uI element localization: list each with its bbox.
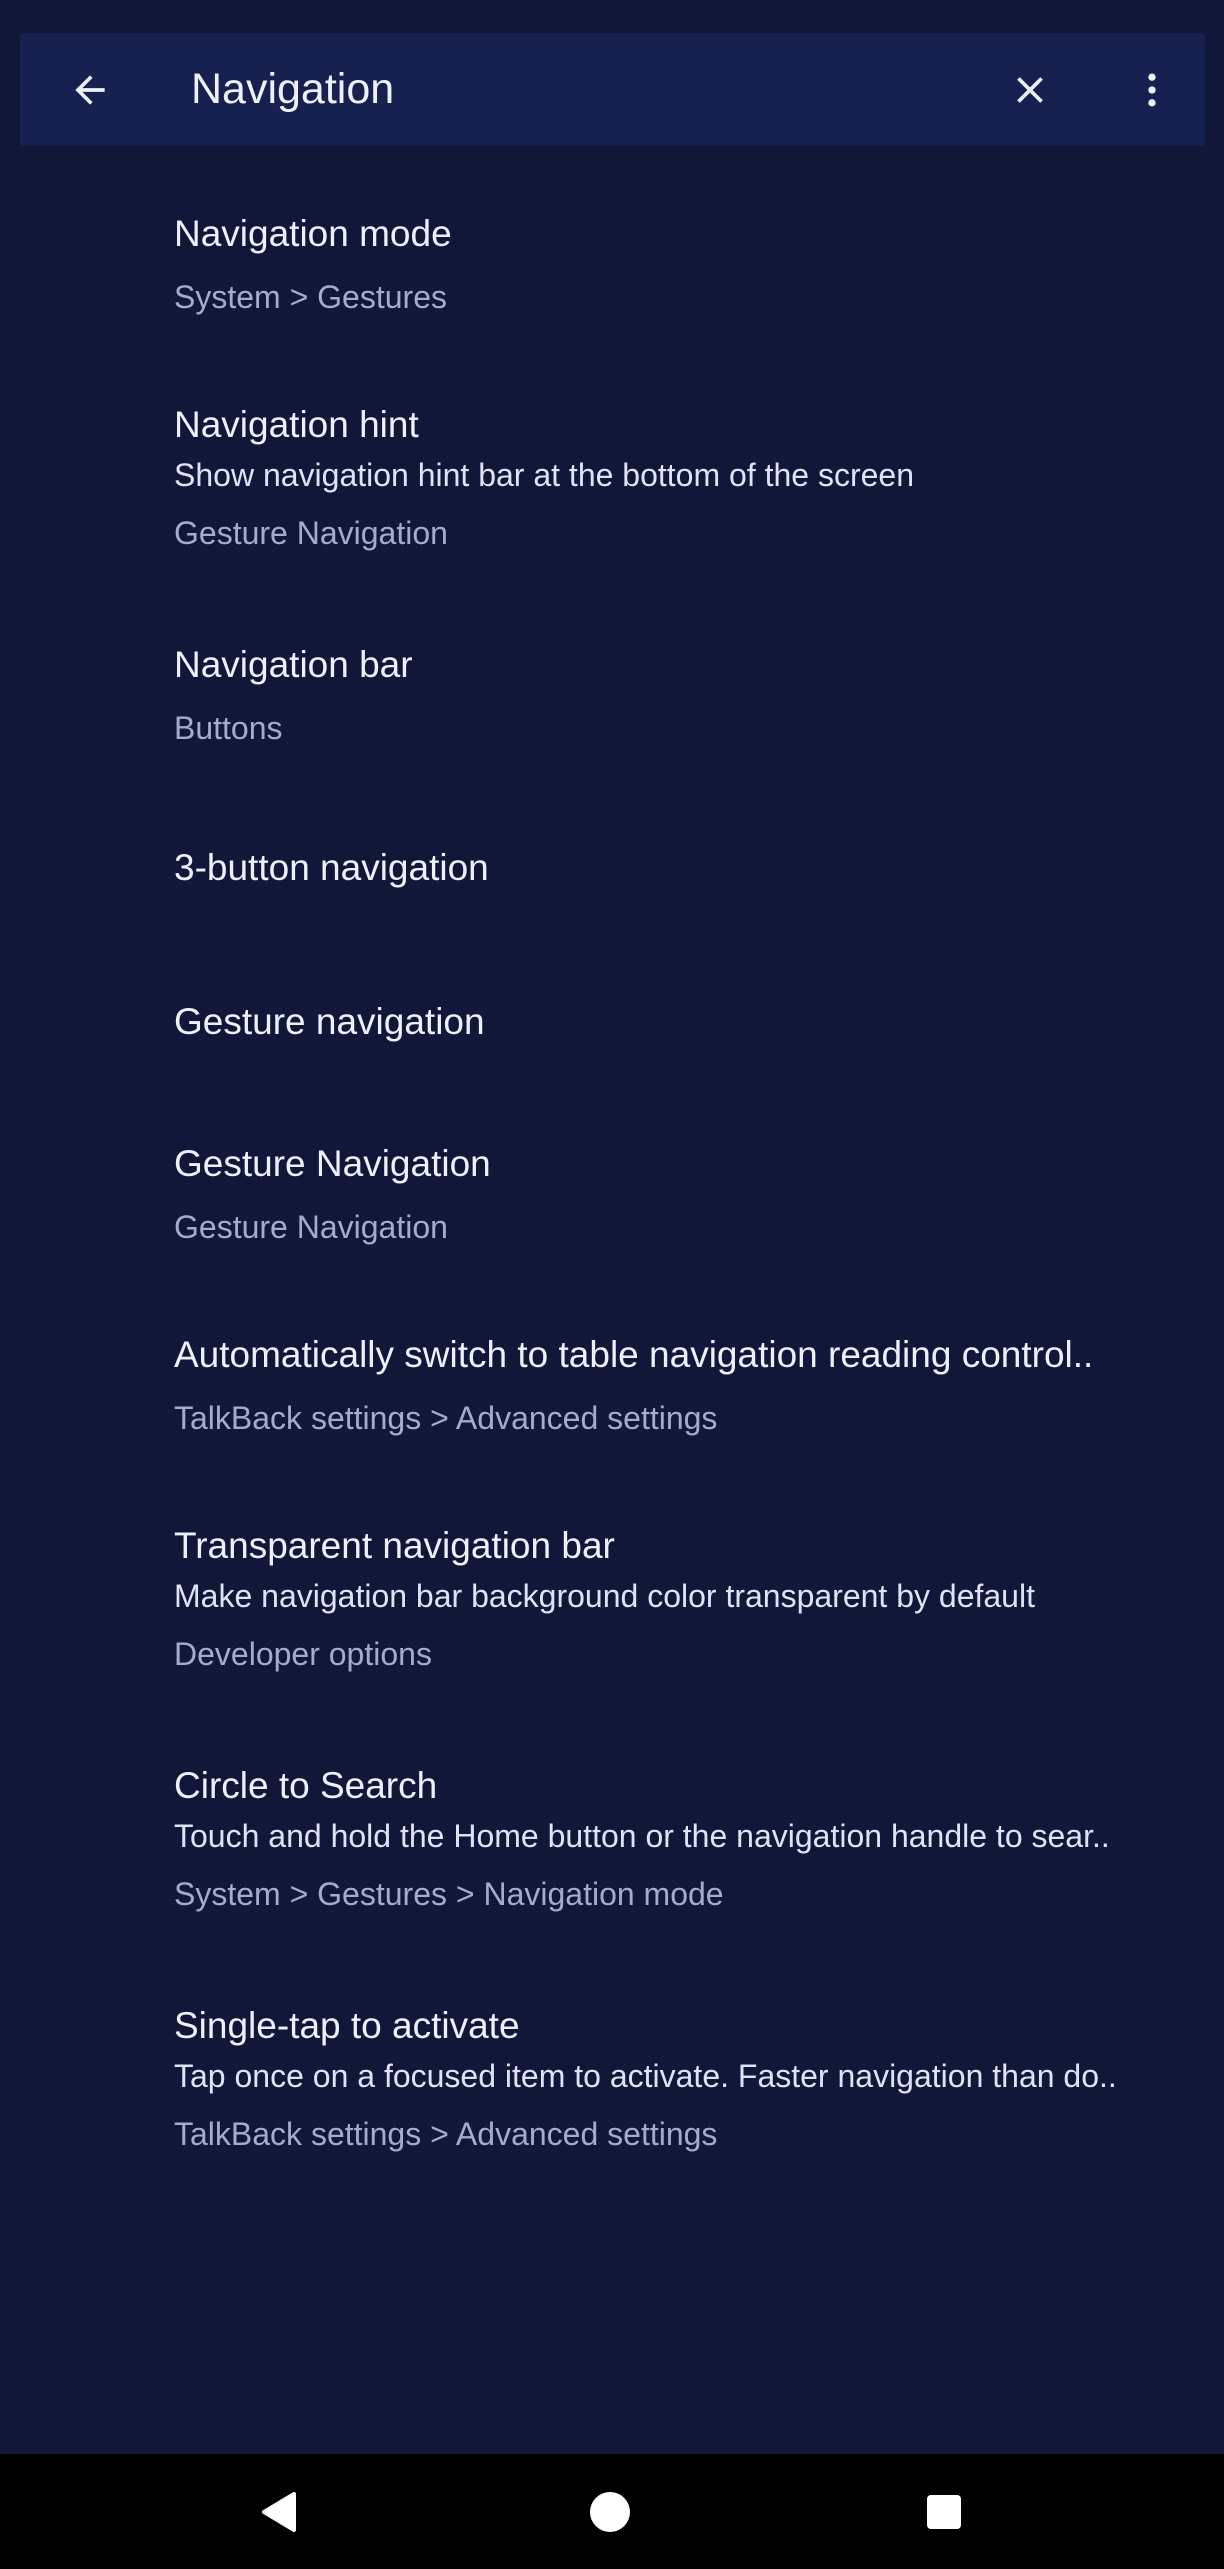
clear-search-button[interactable] bbox=[995, 55, 1065, 125]
result-item[interactable] bbox=[0, 1110, 1224, 1301]
result-title: Gesture navigation bbox=[174, 1001, 485, 1042]
result-title: Circle to Search bbox=[174, 1765, 438, 1806]
back-button[interactable] bbox=[55, 55, 125, 125]
result-summary: Touch and hold the Home button or the navigation handle to sear.. bbox=[174, 1818, 1110, 1854]
result-summary: Show navigation hint bar at the bottom of the screen bbox=[174, 457, 915, 493]
result-path: Gesture Navigation bbox=[174, 515, 448, 551]
result-summary: Make navigation bar background color transparent by default bbox=[174, 1578, 1035, 1614]
result-title: Automatically switch to table navigation reading control.. bbox=[174, 1334, 1094, 1375]
result-title: Transparent navigation bar bbox=[174, 1525, 615, 1566]
result-path: System > Gestures bbox=[174, 279, 447, 315]
triangle-back-icon bbox=[258, 2490, 298, 2534]
result-item[interactable] bbox=[0, 1492, 1224, 1732]
result-item[interactable] bbox=[0, 802, 1224, 956]
system-recents-button[interactable] bbox=[909, 2481, 979, 2543]
search-results-list bbox=[0, 180, 1224, 2212]
result-item[interactable] bbox=[0, 1732, 1224, 1972]
system-navigation-bar bbox=[0, 2454, 1224, 2569]
result-path: TalkBack settings > Advanced settings bbox=[174, 1400, 718, 1436]
result-item[interactable] bbox=[0, 1972, 1224, 2212]
result-summary: Tap once on a focused item to activate. Faster navigation than do.. bbox=[174, 2058, 1117, 2094]
system-home-button[interactable] bbox=[575, 2481, 645, 2543]
circle-home-icon bbox=[588, 2490, 632, 2534]
result-path: Gesture Navigation bbox=[174, 1209, 448, 1245]
result-path: System > Gestures > Navigation mode bbox=[174, 1876, 724, 1912]
result-title: Navigation hint bbox=[174, 404, 419, 445]
result-path: Developer options bbox=[174, 1636, 432, 1672]
result-title: 3-button navigation bbox=[174, 847, 489, 888]
result-item[interactable] bbox=[0, 1301, 1224, 1492]
result-item[interactable] bbox=[0, 371, 1224, 611]
search-input[interactable]: Navigation bbox=[191, 65, 395, 113]
result-item[interactable] bbox=[0, 180, 1224, 371]
more-options-button[interactable] bbox=[1117, 55, 1187, 125]
result-item[interactable] bbox=[0, 956, 1224, 1110]
result-path: TalkBack settings > Advanced settings bbox=[174, 2116, 718, 2152]
system-back-button[interactable] bbox=[243, 2481, 313, 2543]
result-item[interactable] bbox=[0, 611, 1224, 802]
search-bar bbox=[20, 33, 1205, 146]
more-vert-icon bbox=[1130, 68, 1174, 112]
close-icon bbox=[1008, 68, 1052, 112]
result-title: Gesture Navigation bbox=[174, 1143, 491, 1184]
result-title: Navigation bar bbox=[174, 644, 413, 685]
result-path: Buttons bbox=[174, 710, 283, 746]
square-recents-icon bbox=[924, 2492, 964, 2532]
arrow-left-icon bbox=[68, 68, 112, 112]
result-title: Single-tap to activate bbox=[174, 2005, 520, 2046]
result-title: Navigation mode bbox=[174, 213, 452, 254]
